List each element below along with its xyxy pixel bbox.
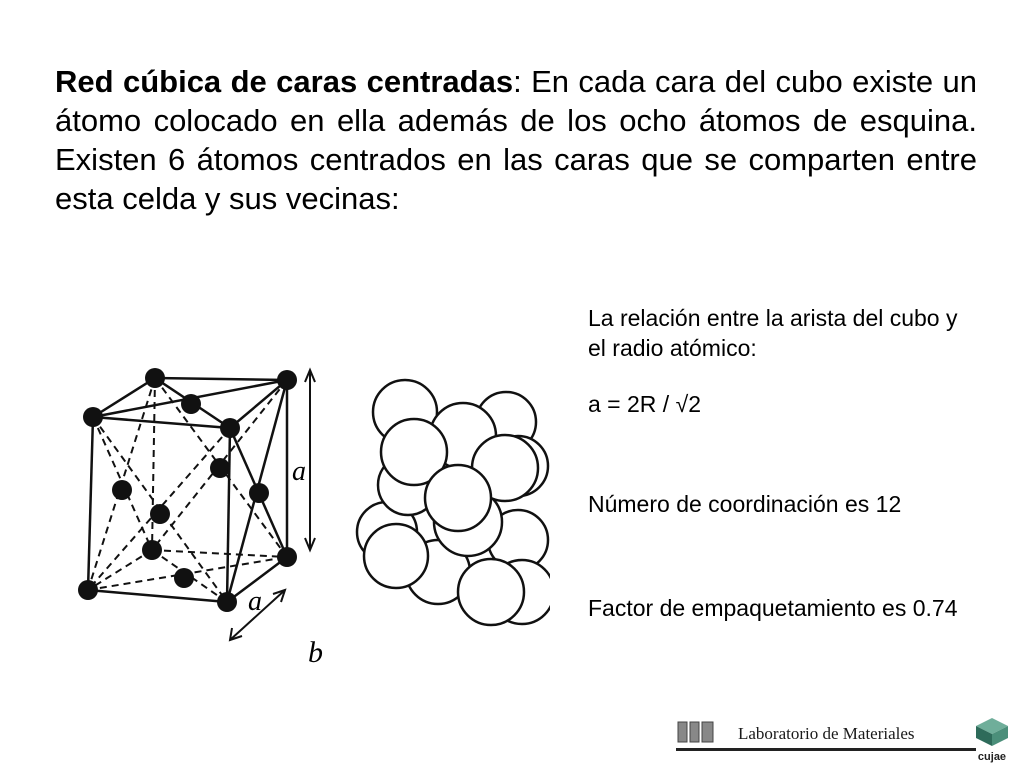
intro-paragraph xyxy=(55,62,977,218)
intro-text: : En cada cara del cubo existe un átomo colocado en ella además de los ocho átomos de esquina. Existen 6 átomos centrados en las caras que se comparten entre esta celda y sus vecinas: xyxy=(55,64,978,216)
intro-heading: Red cúbica de caras centradas xyxy=(55,64,514,99)
formula-text: a = 2R / √2 xyxy=(588,391,701,417)
lab-name: Laboratorio de Materiales xyxy=(738,724,915,743)
footer-divider xyxy=(676,748,976,751)
cujae-label: cujae xyxy=(977,751,1007,763)
edge-label-b: b xyxy=(308,636,323,669)
edge-label-a-bottom: a xyxy=(248,586,262,617)
fcc-figure xyxy=(60,360,550,670)
packing-text: Factor de empaquetamiento es 0.74 xyxy=(588,595,958,621)
cujae-cube-icon xyxy=(972,716,1012,748)
coordination-text: Número de coordinación es 12 xyxy=(588,491,902,517)
relation-text: La relación entre la arista del cubo y el radio atómico: xyxy=(588,305,958,361)
cujae-logo xyxy=(972,716,1012,763)
lab-logo-icon xyxy=(676,718,716,746)
edge-label-a-vertical: a xyxy=(292,456,306,487)
